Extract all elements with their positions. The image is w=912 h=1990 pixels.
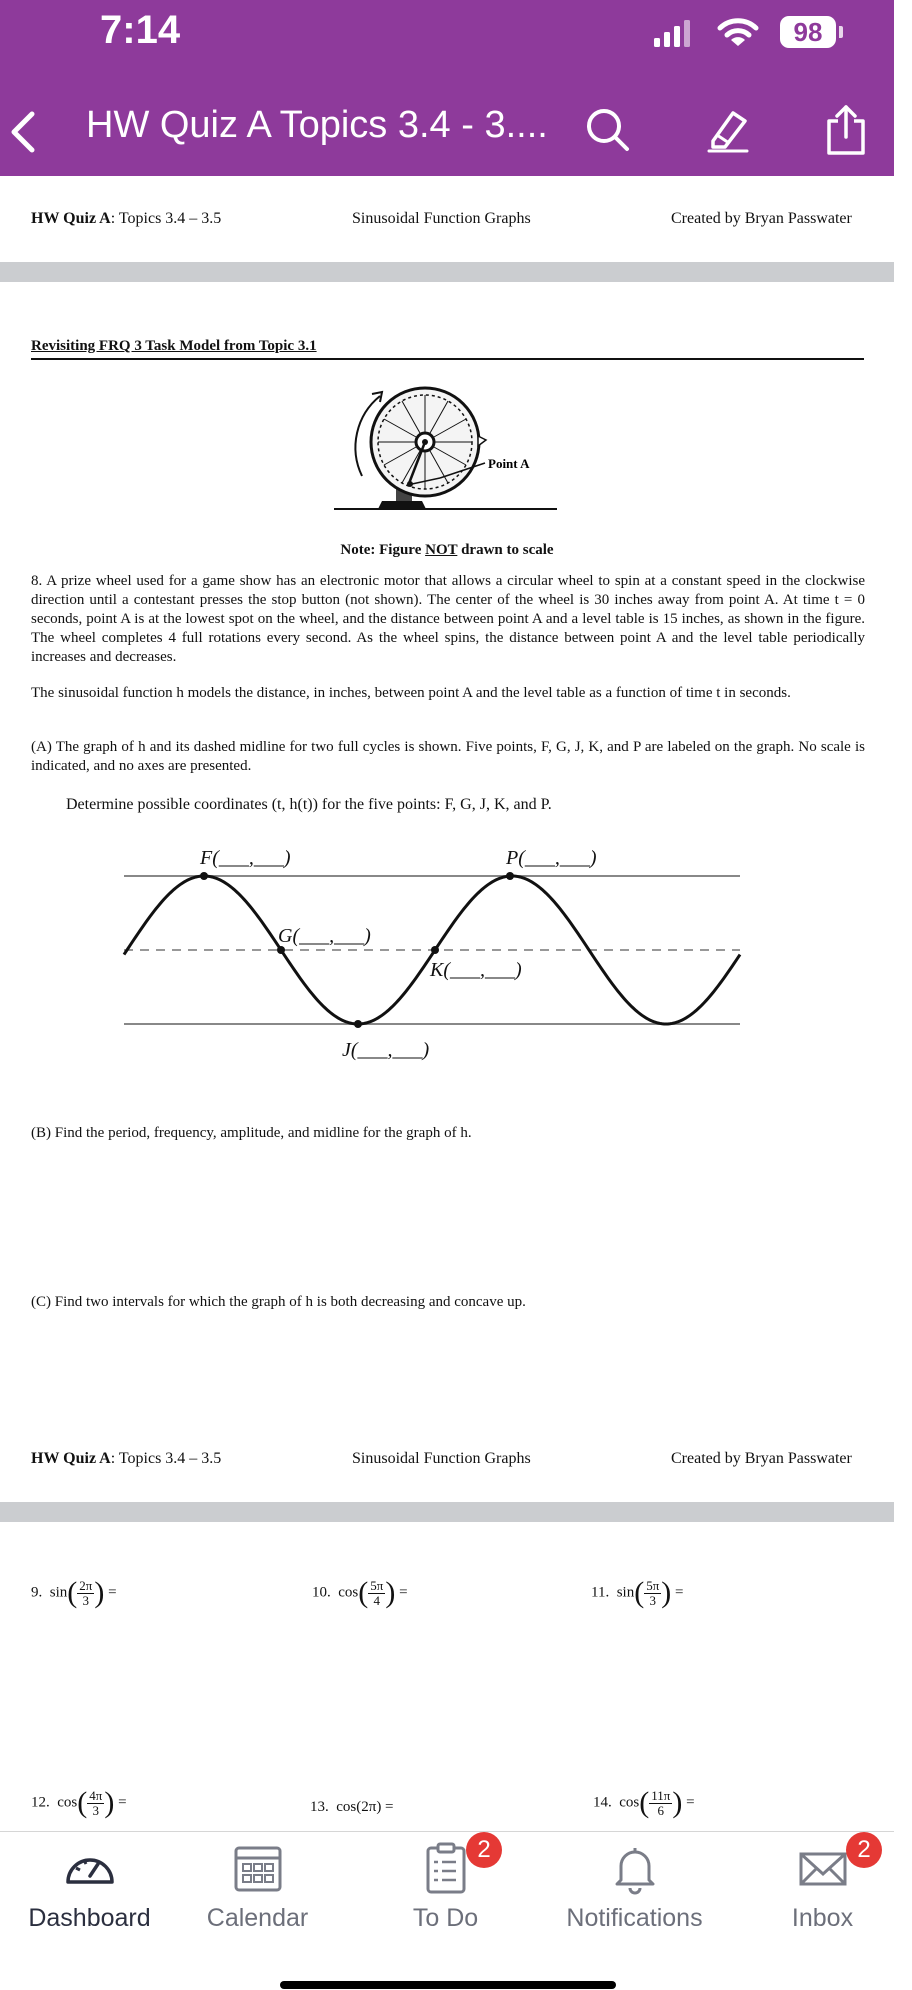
point-p <box>506 872 514 880</box>
document-page[interactable] <box>0 176 894 1831</box>
inbox-icon <box>793 1842 853 1896</box>
problem-13 <box>310 1799 394 1816</box>
page-header <box>31 210 221 228</box>
share-button[interactable] <box>818 102 874 158</box>
page-2-divider <box>0 1502 894 1522</box>
problem-14-numerator: 11π <box>651 1787 671 1803</box>
problem-9-numerator: 2π <box>79 1577 93 1593</box>
wifi-icon <box>716 16 760 48</box>
tab-todo-label: To Do <box>412 1904 479 1932</box>
problem-12: 12. cos( $\frac{4\pi}{3}$ ) = <box>31 1786 127 1819</box>
nav-bar <box>0 88 894 176</box>
label-k: K(___,___) <box>430 959 522 981</box>
problem-9-denominator: 3 <box>82 1592 90 1608</box>
tab-inbox-label: Inbox <box>791 1904 854 1932</box>
tab-inbox[interactable] <box>733 1832 912 1952</box>
problem-10: 10. cos( $\frac{5\pi}{4}$ ) = <box>312 1576 408 1609</box>
problem-8-part-b: (B) Find the period, frequency, amplitude, and midline for the graph of h. <box>31 1125 472 1141</box>
tab-dashboard-label: Dashboard <box>28 1904 151 1932</box>
problem-10-equals: = <box>399 1584 408 1601</box>
page-divider <box>0 262 894 282</box>
header-right: Created by Bryan Passwater <box>671 210 852 227</box>
label-f: F(___,___) <box>200 847 291 869</box>
header-2-right: Created by Bryan Passwater <box>671 1450 852 1467</box>
problem-12-number: 12. <box>31 1794 50 1811</box>
bell-icon <box>605 1842 665 1896</box>
header-2-topics: : Topics 3.4 – 3.5 <box>110 1450 222 1467</box>
problem-8-model: The sinusoidal function h models the distance, in inches, between point A and the level table as a function of time t in seconds. <box>31 685 791 701</box>
problem-8-part-c: (C) Find two intervals for which the graph of h is both decreasing and concave up. <box>31 1294 526 1310</box>
problem-14-number: 14. <box>593 1794 612 1811</box>
problem-14-equals: = <box>686 1794 695 1811</box>
tab-dashboard[interactable] <box>0 1832 179 1952</box>
point-j <box>354 1020 362 1028</box>
section-title: Revisiting FRQ 3 Task Model from Topic 3.1 <box>31 338 317 354</box>
problem-10-denominator: 4 <box>373 1592 381 1608</box>
share-icon <box>821 103 871 157</box>
tab-calendar-label: Calendar <box>206 1904 309 1932</box>
tab-calendar[interactable] <box>168 1832 347 1952</box>
label-g: G(___,___) <box>278 925 371 947</box>
problem-8-determine: Determine possible coordinates (t, h(t)) for the five points: F, G, J, K, and P. <box>66 796 552 813</box>
nav-title: HW Quiz A Topics 3.4 - 3.... <box>86 104 548 146</box>
problem-9-number: 9. <box>31 1584 43 1601</box>
problem-11: 11. sin( $\frac{5\pi}{3}$ ) = <box>591 1576 684 1609</box>
problem-8-intro: 8. A prize wheel used for a game show has an electronic motor that allows a circular wheel to spin at a constant speed in the clockwise direction until a contestant presses the stop button (not shown). The center of the wheel is 30 inches away from point A. At time t = 0 seconds, point A is at the lowest spot on the wheel, and the distance between point A and a level table is 15 inches, as shown in the figure. The wheel completes 4 full rotations every second. As the wheel spins, the distance between point A and the level table periodically increases and decreases. <box>31 573 865 665</box>
figure-note <box>0 542 894 559</box>
problem-14-denominator: 6 <box>657 1802 665 1818</box>
annotate-button[interactable] <box>700 102 756 158</box>
problem-12-equals: = <box>118 1794 127 1811</box>
pen-icon <box>703 105 753 155</box>
problem-11-number: 11. <box>591 1584 610 1601</box>
problem-9: 9. sin( $\frac{2\pi}{3}$ ) = <box>31 1576 117 1609</box>
problem-13-expression: cos(2π) = <box>336 1799 394 1815</box>
search-button[interactable] <box>580 102 636 158</box>
page-2-header <box>31 1450 221 1468</box>
point-k <box>431 946 439 954</box>
problem-12-denominator: 3 <box>92 1802 100 1818</box>
tab-todo[interactable] <box>356 1832 535 1952</box>
problem-12-numerator: 4π <box>89 1787 103 1803</box>
note-not: NOT <box>425 542 458 558</box>
problem-10-fn: cos <box>338 1584 359 1601</box>
problem-10-numerator: 5π <box>370 1577 384 1593</box>
calendar-icon <box>228 1842 288 1896</box>
problem-13-number: 13. <box>310 1799 329 1815</box>
inbox-badge: 2 <box>846 1832 882 1868</box>
label-p: P(___,___) <box>506 847 597 869</box>
header-topics: : Topics 3.4 – 3.5 <box>110 210 222 227</box>
tab-bar <box>0 1831 894 1990</box>
tab-notifications[interactable] <box>545 1832 724 1952</box>
header-2-quiz-name: HW Quiz A <box>31 1450 111 1467</box>
tab-notifications-label: Notifications <box>566 1904 703 1932</box>
dashboard-icon <box>60 1842 120 1896</box>
problem-14-fn: cos <box>619 1794 640 1811</box>
problem-10-number: 10. <box>312 1584 331 1601</box>
battery-icon: 98 <box>780 16 836 48</box>
problem-11-numerator: 5π <box>646 1577 660 1593</box>
header-quiz-name: HW Quiz A <box>31 210 111 227</box>
problem-14: 14. cos( $\frac{11\pi}{6}$ ) = <box>593 1786 695 1819</box>
section-rule <box>31 358 864 360</box>
battery-nub <box>839 26 843 38</box>
search-icon <box>583 105 633 155</box>
todo-badge: 2 <box>466 1832 502 1868</box>
back-chevron-icon[interactable] <box>4 108 44 156</box>
status-time: 7:14 <box>100 8 181 52</box>
note-prefix: Note: Figure <box>340 542 426 558</box>
problem-8-part-a: (A) The graph of h and its dashed midline for two full cycles is shown. Five points, F, G, J, K, and P are labeled on the graph. No scale is indicated, and no axes are presented. <box>31 739 865 774</box>
problem-9-fn: sin <box>49 1584 68 1601</box>
sinusoid-graph <box>118 834 748 1061</box>
problem-9-equals: = <box>108 1584 117 1601</box>
problem-11-denominator: 3 <box>649 1592 656 1608</box>
note-suffix: drawn to scale <box>457 542 554 558</box>
point-a-label: Point A <box>488 456 530 471</box>
point-g <box>277 946 285 954</box>
prize-wheel-figure <box>320 386 580 536</box>
status-bar <box>0 0 894 88</box>
problem-12-fn: cos <box>57 1794 78 1811</box>
signal-icon <box>652 18 692 48</box>
problem-11-equals: = <box>675 1584 684 1601</box>
point-f <box>200 872 208 880</box>
header-center: Sinusoidal Function Graphs <box>352 210 531 227</box>
home-indicator <box>280 1981 616 1989</box>
header-2-center: Sinusoidal Function Graphs <box>352 1450 531 1467</box>
problem-11-fn: sin <box>616 1584 635 1601</box>
label-j: J(___,___) <box>342 1039 430 1061</box>
